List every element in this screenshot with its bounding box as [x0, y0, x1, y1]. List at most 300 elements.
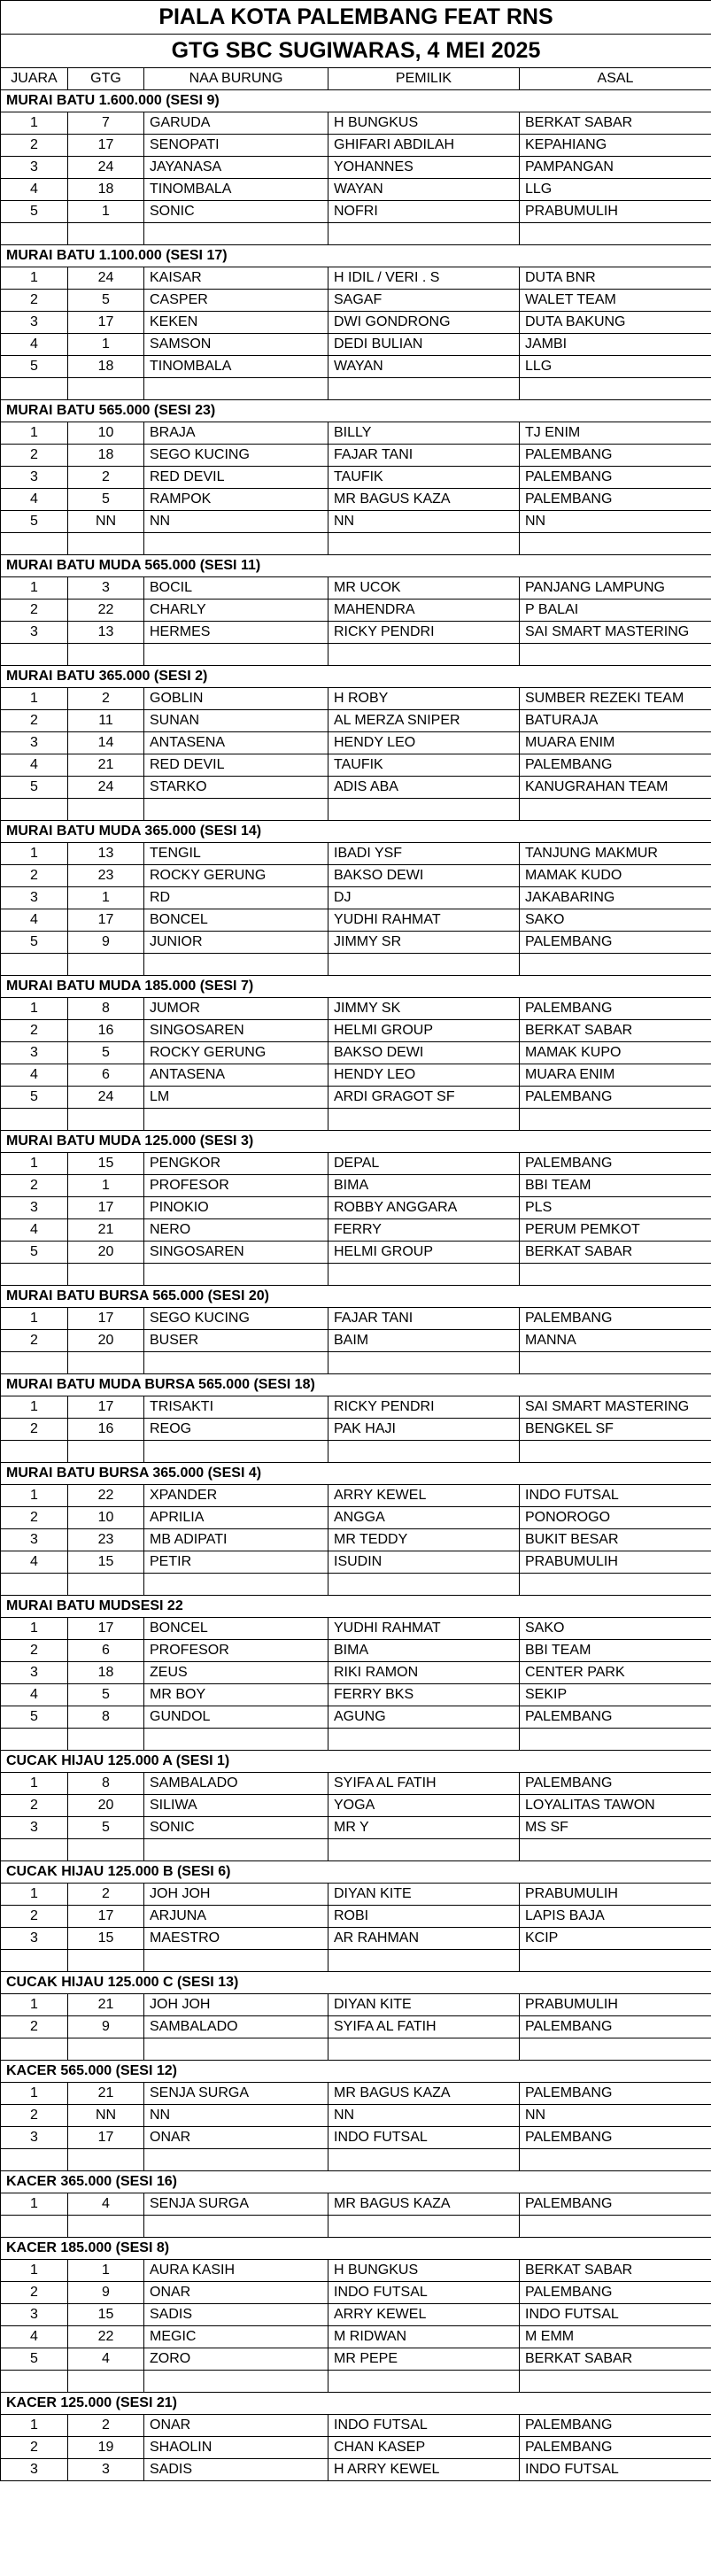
bird-name-cell: NN [144, 511, 328, 533]
origin-cell: SUMBER REZEKI TEAM [520, 688, 711, 710]
bird-name-cell: BONCEL [144, 1618, 328, 1640]
origin-cell: LLG [520, 179, 711, 201]
gtg-cell: 24 [68, 777, 144, 799]
section-header-row [1, 1972, 711, 1994]
owner-cell: AR RAHMAN [328, 1928, 520, 1950]
spacer-row [1, 1574, 711, 1596]
spacer-row [1, 1839, 711, 1861]
gtg-cell: 14 [68, 732, 144, 754]
origin-cell: LAPIS BAJA [520, 1906, 711, 1928]
juara-cell: 2 [1, 1419, 68, 1441]
bird-name-cell: ZEUS [144, 1662, 328, 1684]
col-header-gtg: GTG [68, 68, 144, 90]
origin-cell: PALEMBANG [520, 1706, 711, 1729]
gtg-cell: 8 [68, 998, 144, 1020]
table-row [1, 201, 711, 223]
origin-cell: SAKO [520, 909, 711, 932]
juara-cell: 1 [1, 2193, 68, 2216]
gtg-cell: 2 [68, 1884, 144, 1906]
empty-cell [144, 1950, 328, 1972]
juara-cell: 5 [1, 932, 68, 954]
table-row [1, 135, 711, 157]
origin-cell: NN [520, 2105, 711, 2127]
empty-cell [144, 378, 328, 400]
juara-cell: 5 [1, 356, 68, 378]
origin-cell: JAMBI [520, 334, 711, 356]
origin-cell: MANNA [520, 1330, 711, 1352]
spacer-row [1, 378, 711, 400]
juara-cell: 2 [1, 2437, 68, 2459]
bird-name-cell: PENGKOR [144, 1153, 328, 1175]
bird-name-cell: ROCKY GERUNG [144, 865, 328, 887]
section-header-row [1, 1861, 711, 1884]
empty-cell [144, 2038, 328, 2061]
table-row [1, 710, 711, 732]
empty-cell [1, 1441, 68, 1463]
empty-cell [144, 644, 328, 666]
gtg-cell: 11 [68, 710, 144, 732]
table-row [1, 2127, 711, 2149]
table-row [1, 1064, 711, 1087]
empty-cell [68, 223, 144, 245]
table-row [1, 1419, 711, 1441]
gtg-cell: 6 [68, 1640, 144, 1662]
gtg-cell: 4 [68, 2193, 144, 2216]
empty-cell [68, 954, 144, 976]
empty-cell [68, 1729, 144, 1751]
origin-cell: PALEMBANG [520, 2127, 711, 2149]
juara-cell: 4 [1, 909, 68, 932]
gtg-cell: 10 [68, 1507, 144, 1529]
table-row [1, 777, 711, 799]
owner-cell: WAYAN [328, 356, 520, 378]
gtg-cell: 20 [68, 1330, 144, 1352]
empty-cell [68, 533, 144, 555]
owner-cell: BIMA [328, 1175, 520, 1197]
origin-cell: LLG [520, 356, 711, 378]
table-row [1, 1773, 711, 1795]
owner-cell: SYIFA AL FATIH [328, 2016, 520, 2038]
origin-cell: KCIP [520, 1928, 711, 1950]
empty-cell [144, 1264, 328, 1286]
bird-name-cell: SONIC [144, 201, 328, 223]
owner-cell: BAKSO DEWI [328, 1042, 520, 1064]
empty-cell [1, 954, 68, 976]
table-row [1, 2304, 711, 2326]
owner-cell: JIMMY SR [328, 932, 520, 954]
table-row [1, 290, 711, 312]
bird-name-cell: ONAR [144, 2127, 328, 2149]
bird-name-cell: BRAJA [144, 422, 328, 445]
juara-cell: 1 [1, 577, 68, 600]
origin-cell: NN [520, 511, 711, 533]
owner-cell: H ROBY [328, 688, 520, 710]
spacer-row [1, 799, 711, 821]
bird-name-cell: TINOMBALA [144, 179, 328, 201]
table-row [1, 2083, 711, 2105]
bird-name-cell: RED DEVIL [144, 467, 328, 489]
bird-name-cell: PINOKIO [144, 1197, 328, 1219]
origin-cell: SAI SMART MASTERING [520, 622, 711, 644]
bird-name-cell: SHAOLIN [144, 2437, 328, 2459]
table-row [1, 334, 711, 356]
section-title: KACER 125.000 (SESI 21) [1, 2393, 711, 2415]
bird-name-cell: ONAR [144, 2415, 328, 2437]
empty-cell [328, 533, 520, 555]
gtg-cell: 18 [68, 1662, 144, 1684]
spacer-row [1, 223, 711, 245]
gtg-cell: 15 [68, 2304, 144, 2326]
gtg-cell: 3 [68, 2459, 144, 2481]
bird-name-cell: BUSER [144, 1330, 328, 1352]
owner-cell: CHAN KASEP [328, 2437, 520, 2459]
owner-cell: M RIDWAN [328, 2326, 520, 2348]
origin-cell: PALEMBANG [520, 754, 711, 777]
empty-cell [520, 954, 711, 976]
bird-name-cell: SADIS [144, 2304, 328, 2326]
origin-cell: PRABUMULIH [520, 1551, 711, 1574]
section-title: KACER 365.000 (SESI 16) [1, 2171, 711, 2193]
origin-cell: KANUGRAHAN TEAM [520, 777, 711, 799]
bird-name-cell: ANTASENA [144, 1064, 328, 1087]
empty-cell [144, 1729, 328, 1751]
section-title: KACER 565.000 (SESI 12) [1, 2061, 711, 2083]
juara-cell: 3 [1, 312, 68, 334]
section-title: MURAI BATU MUDA 125.000 (SESI 3) [1, 1131, 711, 1153]
bird-name-cell: JUNIOR [144, 932, 328, 954]
empty-cell [68, 1264, 144, 1286]
origin-cell: TANJUNG MAKMUR [520, 843, 711, 865]
gtg-cell: 17 [68, 312, 144, 334]
origin-cell: PALEMBANG [520, 467, 711, 489]
empty-cell [68, 378, 144, 400]
empty-cell [520, 1441, 711, 1463]
origin-cell: PALEMBANG [520, 2437, 711, 2459]
owner-cell: INDO FUTSAL [328, 2282, 520, 2304]
origin-cell: TJ ENIM [520, 422, 711, 445]
gtg-cell: 15 [68, 1551, 144, 1574]
table-row [1, 1087, 711, 1109]
gtg-cell: 17 [68, 2127, 144, 2149]
table-row [1, 1795, 711, 1817]
owner-cell: TAUFIK [328, 754, 520, 777]
owner-cell: MR BAGUS KAZA [328, 489, 520, 511]
empty-cell [1, 378, 68, 400]
empty-cell [1, 223, 68, 245]
juara-cell: 4 [1, 179, 68, 201]
table-row [1, 1551, 711, 1574]
section-title: MURAI BATU BURSA 565.000 (SESI 20) [1, 1286, 711, 1308]
bird-name-cell: SILIWA [144, 1795, 328, 1817]
bird-name-cell: MR BOY [144, 1684, 328, 1706]
juara-cell: 1 [1, 688, 68, 710]
empty-cell [520, 2038, 711, 2061]
empty-cell [520, 1574, 711, 1596]
section-header-row [1, 555, 711, 577]
bird-name-cell: JOH JOH [144, 1994, 328, 2016]
owner-cell: H IDIL / VERI . S [328, 267, 520, 290]
empty-cell [1, 1264, 68, 1286]
empty-cell [1, 1352, 68, 1374]
table-row [1, 2193, 711, 2216]
bird-name-cell: REOG [144, 1419, 328, 1441]
table-row [1, 1197, 711, 1219]
table-row [1, 600, 711, 622]
bird-name-cell: MAESTRO [144, 1928, 328, 1950]
section-title: MURAI BATU 365.000 (SESI 2) [1, 666, 711, 688]
empty-cell [1, 1574, 68, 1596]
section-header-row [1, 821, 711, 843]
bird-name-cell: SADIS [144, 2459, 328, 2481]
juara-cell: 2 [1, 2016, 68, 2038]
bird-name-cell: PROFESOR [144, 1640, 328, 1662]
owner-cell: BAIM [328, 1330, 520, 1352]
origin-cell: PALEMBANG [520, 2083, 711, 2105]
table-row [1, 2326, 711, 2348]
juara-cell: 4 [1, 1551, 68, 1574]
empty-cell [328, 2149, 520, 2171]
gtg-cell: 22 [68, 600, 144, 622]
juara-cell: 3 [1, 2459, 68, 2481]
bird-name-cell: SEGO KUCING [144, 1308, 328, 1330]
juara-cell: 2 [1, 2282, 68, 2304]
owner-cell: BIMA [328, 1640, 520, 1662]
gtg-cell: 21 [68, 1994, 144, 2016]
origin-cell: PALEMBANG [520, 445, 711, 467]
juara-cell: 2 [1, 600, 68, 622]
table-row [1, 1994, 711, 2016]
empty-cell [328, 378, 520, 400]
empty-cell [1, 799, 68, 821]
owner-cell: H BUNGKUS [328, 112, 520, 135]
juara-cell: 2 [1, 1906, 68, 1928]
owner-cell: ROBBY ANGGARA [328, 1197, 520, 1219]
table-row [1, 1485, 711, 1507]
origin-cell: BERKAT SABAR [520, 112, 711, 135]
owner-cell: IBADI YSF [328, 843, 520, 865]
section-title: MURAI BATU 1.100.000 (SESI 17) [1, 245, 711, 267]
owner-cell: AGUNG [328, 1706, 520, 1729]
section-title: MURAI BATU BURSA 365.000 (SESI 4) [1, 1463, 711, 1485]
origin-cell: WALET TEAM [520, 290, 711, 312]
gtg-cell: 9 [68, 2282, 144, 2304]
gtg-cell: 5 [68, 1684, 144, 1706]
owner-cell: GHIFARI ABDILAH [328, 135, 520, 157]
spacer-row [1, 1441, 711, 1463]
owner-cell: ARRY KEWEL [328, 2304, 520, 2326]
bird-name-cell: MEGIC [144, 2326, 328, 2348]
bird-name-cell: TINOMBALA [144, 356, 328, 378]
juara-cell: 1 [1, 1308, 68, 1330]
gtg-cell: 17 [68, 1197, 144, 1219]
empty-cell [68, 2038, 144, 2061]
owner-cell: ANGGA [328, 1507, 520, 1529]
section-title: MURAI BATU 1.600.000 (SESI 9) [1, 90, 711, 112]
bird-name-cell: ANTASENA [144, 732, 328, 754]
origin-cell: PRABUMULIH [520, 1994, 711, 2016]
empty-cell [328, 223, 520, 245]
table-row [1, 754, 711, 777]
spacer-row [1, 1109, 711, 1131]
gtg-cell: 18 [68, 445, 144, 467]
section-title: CUCAK HIJAU 125.000 C (SESI 13) [1, 1972, 711, 1994]
empty-cell [1, 1950, 68, 1972]
section-header-row [1, 2393, 711, 2415]
gtg-cell: 2 [68, 688, 144, 710]
owner-cell: DIYAN KITE [328, 1884, 520, 1906]
juara-cell: 1 [1, 1994, 68, 2016]
empty-cell [68, 1950, 144, 1972]
owner-cell: INDO FUTSAL [328, 2127, 520, 2149]
owner-cell: SAGAF [328, 290, 520, 312]
owner-cell: HENDY LEO [328, 732, 520, 754]
empty-cell [328, 644, 520, 666]
bird-name-cell: SEGO KUCING [144, 445, 328, 467]
empty-cell [144, 533, 328, 555]
empty-cell [328, 2216, 520, 2238]
owner-cell: RICKY PENDRI [328, 1396, 520, 1419]
empty-cell [144, 2371, 328, 2393]
empty-cell [68, 644, 144, 666]
bird-name-cell: SINGOSAREN [144, 1020, 328, 1042]
spacer-row [1, 1729, 711, 1751]
table-row [1, 356, 711, 378]
table-row [1, 2348, 711, 2371]
gtg-cell: 8 [68, 1773, 144, 1795]
bird-name-cell: SENOPATI [144, 135, 328, 157]
bird-name-cell: JAYANASA [144, 157, 328, 179]
juara-cell: 4 [1, 334, 68, 356]
origin-cell: M EMM [520, 2326, 711, 2348]
empty-cell [144, 1441, 328, 1463]
gtg-cell: 13 [68, 622, 144, 644]
gtg-cell: 1 [68, 2260, 144, 2282]
owner-cell: H BUNGKUS [328, 2260, 520, 2282]
table-row [1, 489, 711, 511]
bird-name-cell: KAISAR [144, 267, 328, 290]
section-title: KACER 185.000 (SESI 8) [1, 2238, 711, 2260]
bird-name-cell: SONIC [144, 1817, 328, 1839]
juara-cell: 2 [1, 1330, 68, 1352]
owner-cell: PAK HAJI [328, 1419, 520, 1441]
owner-cell: FAJAR TANI [328, 1308, 520, 1330]
empty-cell [68, 1109, 144, 1131]
empty-cell [328, 799, 520, 821]
juara-cell: 1 [1, 422, 68, 445]
gtg-cell: 10 [68, 422, 144, 445]
spacer-row [1, 1352, 711, 1374]
col-header-juara: JUARA [1, 68, 68, 90]
empty-cell [144, 954, 328, 976]
owner-cell: ISUDIN [328, 1551, 520, 1574]
table-row [1, 445, 711, 467]
empty-cell [1, 1109, 68, 1131]
table-row [1, 1330, 711, 1352]
juara-cell: 2 [1, 1507, 68, 1529]
empty-cell [1, 2038, 68, 2061]
juara-cell: 3 [1, 622, 68, 644]
origin-cell: PERUM PEMKOT [520, 1219, 711, 1242]
section-header-row [1, 90, 711, 112]
juara-cell: 2 [1, 710, 68, 732]
gtg-cell: 21 [68, 1219, 144, 1242]
section-header-row [1, 1751, 711, 1773]
gtg-cell: 24 [68, 267, 144, 290]
origin-cell: PALEMBANG [520, 1087, 711, 1109]
empty-cell [520, 2216, 711, 2238]
owner-cell: WAYAN [328, 179, 520, 201]
section-title: MURAI BATU MUDA BURSA 565.000 (SESI 18) [1, 1374, 711, 1396]
table-row [1, 2437, 711, 2459]
gtg-cell: 5 [68, 290, 144, 312]
gtg-cell: 23 [68, 1529, 144, 1551]
table-row [1, 2105, 711, 2127]
owner-cell: BILLY [328, 422, 520, 445]
gtg-cell: 16 [68, 1419, 144, 1441]
origin-cell: PALEMBANG [520, 1308, 711, 1330]
bird-name-cell: SINGOSAREN [144, 1242, 328, 1264]
juara-cell: 1 [1, 1396, 68, 1419]
page-subtitle: GTG SBC SUGIWARAS, 4 MEI 2025 [1, 35, 711, 68]
table-row [1, 1042, 711, 1064]
table-row [1, 312, 711, 334]
table-row [1, 1020, 711, 1042]
origin-cell: BUKIT BESAR [520, 1529, 711, 1551]
empty-cell [328, 954, 520, 976]
gtg-cell: 22 [68, 1485, 144, 1507]
empty-cell [68, 1839, 144, 1861]
table-row [1, 1817, 711, 1839]
spacer-row [1, 644, 711, 666]
origin-cell: SEKIP [520, 1684, 711, 1706]
juara-cell: 4 [1, 1064, 68, 1087]
spacer-row [1, 1264, 711, 1286]
origin-cell: BERKAT SABAR [520, 2260, 711, 2282]
juara-cell: 3 [1, 1042, 68, 1064]
empty-cell [1, 1839, 68, 1861]
juara-cell: 4 [1, 489, 68, 511]
juara-cell: 2 [1, 1640, 68, 1662]
juara-cell: 3 [1, 2127, 68, 2149]
origin-cell: CENTER PARK [520, 1662, 711, 1684]
empty-cell [144, 799, 328, 821]
gtg-cell: 1 [68, 201, 144, 223]
owner-cell: NN [328, 2105, 520, 2127]
origin-cell: INDO FUTSAL [520, 2304, 711, 2326]
owner-cell: RICKY PENDRI [328, 622, 520, 644]
header-row [1, 68, 711, 90]
owner-cell: MAHENDRA [328, 600, 520, 622]
juara-cell: 2 [1, 1175, 68, 1197]
empty-cell [520, 644, 711, 666]
gtg-cell: 17 [68, 1396, 144, 1419]
table-row [1, 1153, 711, 1175]
juara-cell: 1 [1, 998, 68, 1020]
juara-cell: 3 [1, 467, 68, 489]
origin-cell: PALEMBANG [520, 2415, 711, 2437]
owner-cell: FERRY [328, 1219, 520, 1242]
empty-cell [328, 1574, 520, 1596]
empty-cell [144, 1574, 328, 1596]
owner-cell: AL MERZA SNIPER [328, 710, 520, 732]
section-header-row [1, 1286, 711, 1308]
owner-cell: RIKI RAMON [328, 1662, 520, 1684]
bird-name-cell: CASPER [144, 290, 328, 312]
title-row [1, 1, 711, 35]
table-row [1, 1640, 711, 1662]
bird-name-cell: TENGIL [144, 843, 328, 865]
bird-name-cell: ARJUNA [144, 1906, 328, 1928]
